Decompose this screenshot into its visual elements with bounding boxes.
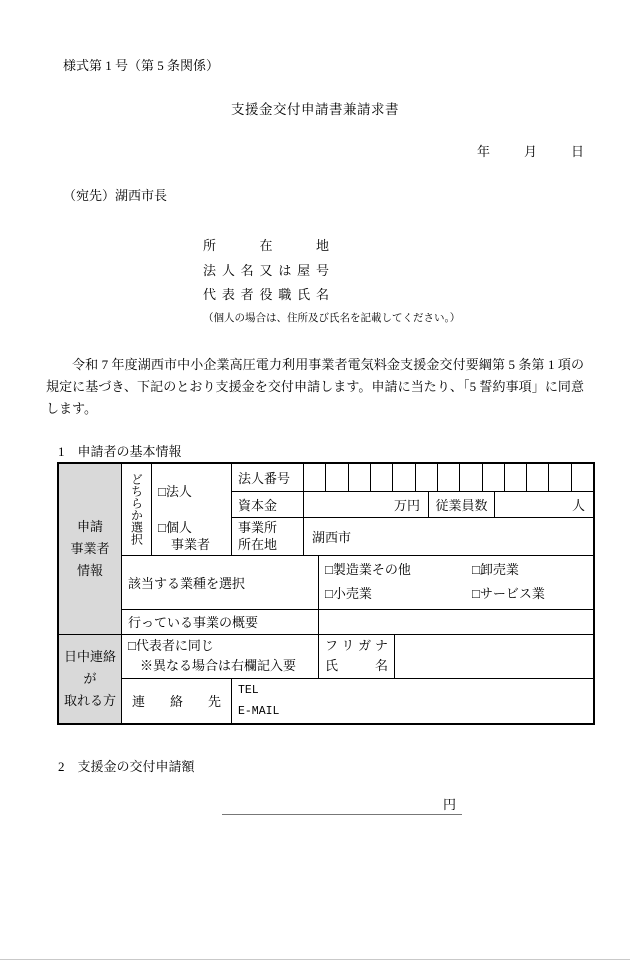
date-month-label: 月 bbox=[523, 144, 537, 159]
tel-label: TEL bbox=[238, 683, 259, 697]
contact-name-value bbox=[395, 635, 593, 678]
corporate-number-label: 法人番号 bbox=[232, 464, 304, 491]
tel-email-cell bbox=[232, 679, 593, 723]
date-line bbox=[46, 144, 584, 160]
employees-label: 従業員数 bbox=[429, 492, 495, 517]
employees-value-cell: 人 bbox=[571, 497, 585, 513]
office-location-value: 湖西市 bbox=[312, 529, 352, 545]
industry-option-manufacturing: □製造業その他 bbox=[325, 562, 411, 577]
corporate-number-box bbox=[483, 464, 505, 491]
office-label-line2: 所在地 bbox=[238, 537, 278, 552]
capital-value-cell: 万円 bbox=[304, 492, 429, 517]
corporate-number-box bbox=[393, 464, 415, 491]
document-title: 支援金交付申請書兼請求書 bbox=[231, 102, 399, 117]
applicant-info-line2: 事業者 bbox=[70, 540, 110, 556]
applicant-info-header-cell bbox=[59, 464, 121, 635]
same-as-representative-note: ※異なる場合は右欄記入要 bbox=[140, 658, 297, 673]
daytime-contact-header-cell bbox=[59, 635, 121, 723]
corporate-number-box bbox=[371, 464, 393, 491]
applicant-info-line3: 情報 bbox=[76, 562, 103, 578]
corporate-number-box bbox=[349, 464, 371, 491]
capital-label: 資本金 bbox=[232, 492, 304, 517]
document-page bbox=[0, 58, 630, 815]
business-summary-value bbox=[319, 610, 593, 634]
corporate-number-box bbox=[460, 464, 482, 491]
name-label: 氏名 bbox=[325, 658, 388, 673]
table-main-column bbox=[122, 464, 593, 723]
address-label: 所在地 bbox=[203, 238, 329, 253]
contact-label: 連絡先 bbox=[132, 694, 221, 709]
choice-label: どちらか選択 bbox=[129, 473, 144, 545]
daytime-contact-line1: 日中連絡 bbox=[63, 648, 116, 664]
page-bottom-edge bbox=[0, 959, 630, 960]
application-statement: 令和 7 年度湖西市中小企業高圧電力利用事業者電気料金支援金交付要綱第 5 条第 1 項の規定に基づき、下記のとおり支援金を交付申請します。申請に当たり、「5 誓約事項」に同意します。 bbox=[46, 356, 584, 416]
furigana-name-label-cell bbox=[319, 635, 395, 678]
individual-row bbox=[152, 518, 593, 555]
corporate-number-box bbox=[527, 464, 549, 491]
same-as-representative-checkbox: □代表者に同じ bbox=[128, 638, 214, 653]
contact-detail-row bbox=[122, 679, 593, 723]
industry-option-wholesale: □卸売業 bbox=[472, 562, 519, 577]
representative-label: 代表者役職氏名 bbox=[203, 287, 329, 302]
choice-column bbox=[122, 464, 152, 555]
corporate-number-row bbox=[232, 464, 593, 492]
contact-label-cell bbox=[122, 679, 232, 723]
amount-entry-line: 円 bbox=[222, 797, 462, 815]
applicant-signature-block bbox=[203, 234, 584, 328]
daytime-contact-line3: 取れる方 bbox=[63, 692, 116, 708]
same-as-representative-cell bbox=[122, 635, 319, 678]
corporate-number-boxes bbox=[304, 464, 593, 491]
table-side-column bbox=[59, 464, 122, 723]
corporate-number-box bbox=[326, 464, 348, 491]
basic-info-table bbox=[57, 462, 595, 725]
industry-option-service: □サービス業 bbox=[472, 586, 545, 601]
individual-checkbox-line1: □個人 bbox=[158, 520, 192, 535]
industry-row bbox=[122, 556, 593, 610]
business-summary-label: 行っている事業の概要 bbox=[122, 610, 319, 634]
corporate-number-box bbox=[572, 464, 593, 491]
section2-heading: 2 支援金の交付申請額 bbox=[58, 758, 195, 774]
individual-note: （個人の場合は、住所及び氏名を記載してください。） bbox=[203, 312, 461, 324]
corporate-checkbox: □法人 bbox=[152, 464, 232, 518]
addressee: （宛先）湖西市長 bbox=[63, 188, 168, 203]
date-year-label: 年 bbox=[476, 144, 490, 159]
entity-type-rows bbox=[122, 464, 593, 556]
office-label-line1: 事業所 bbox=[238, 520, 278, 535]
form-number: 様式第 1 号（第 5 条関係） bbox=[63, 58, 220, 73]
individual-checkbox-line2: 事業者 bbox=[171, 537, 211, 552]
office-location-label bbox=[232, 518, 304, 555]
contact-name-row bbox=[122, 635, 593, 679]
industry-option-retail: □小売業 bbox=[325, 586, 372, 601]
email-label: E-MAIL bbox=[238, 704, 280, 718]
corporate-number-box bbox=[438, 464, 460, 491]
company-name-label: 法人名又は屋号 bbox=[203, 262, 329, 278]
corporate-number-box bbox=[304, 464, 326, 491]
corporate-number-box bbox=[505, 464, 527, 491]
corporate-number-box bbox=[549, 464, 571, 491]
furigana-label: フリガナ bbox=[325, 638, 388, 653]
capital-row bbox=[232, 492, 593, 518]
business-summary-row bbox=[122, 610, 593, 635]
daytime-contact-line2: が bbox=[83, 670, 97, 686]
date-day-label: 日 bbox=[570, 144, 584, 159]
individual-checkbox bbox=[152, 518, 232, 555]
industry-select-label: 該当する業種を選択 bbox=[122, 556, 319, 609]
applicant-info-line1: 申請 bbox=[76, 518, 103, 534]
section1-heading: 1 申請者の基本情報 bbox=[58, 443, 182, 459]
industry-options bbox=[319, 556, 593, 609]
corporate-number-box bbox=[416, 464, 438, 491]
